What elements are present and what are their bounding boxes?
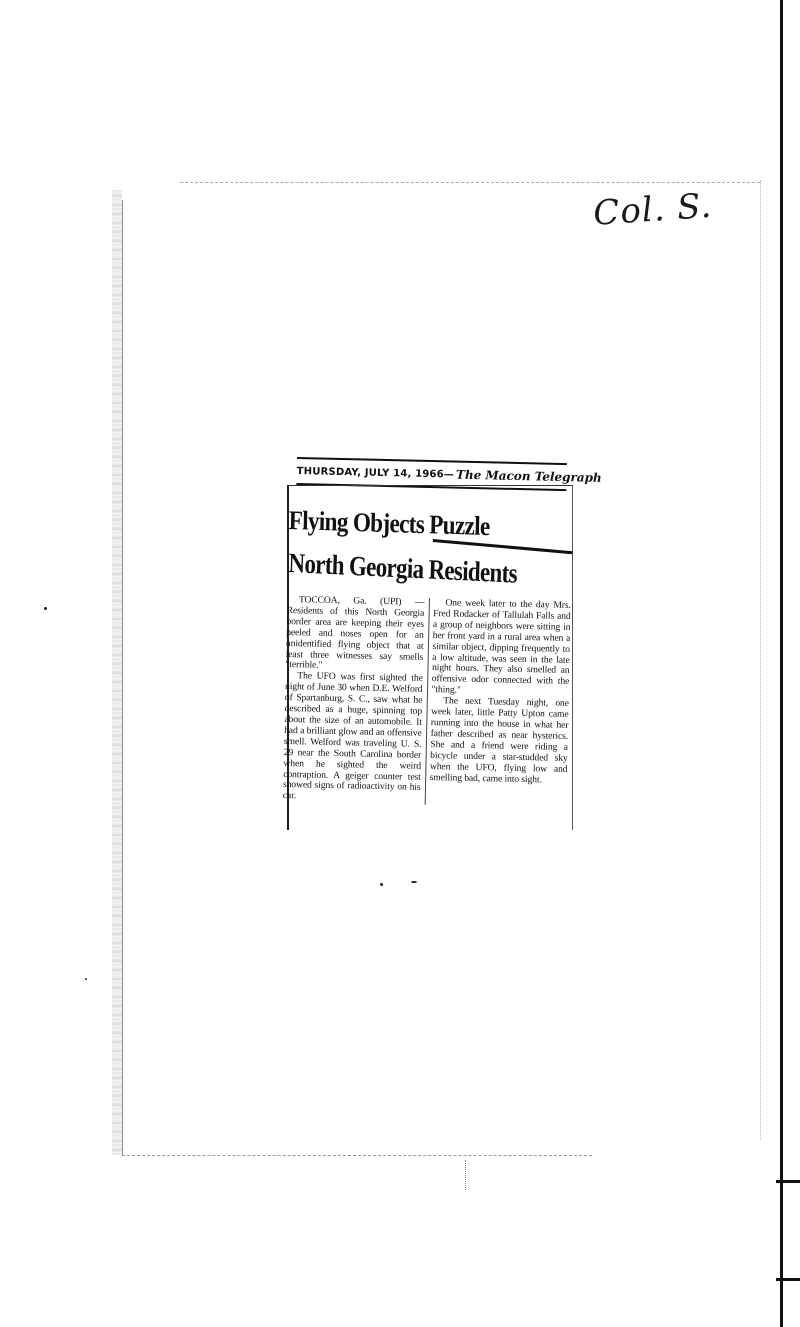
article-paragraph: The UFO was first sighted the night of June 30 when D.E. Welford of Spartanburg, S. C., saw what he described as a huge, spinning top about the size of an automobile. It had a brilliant glow and an offensive smell. Welford was traveling U. S. 29 near the South Carolina border when he sighted the weird contraption. A geiger counter test showed signs of radioactivity on his car. [282,670,423,802]
newspaper-clipping [282,455,602,830]
page-top-border [180,182,760,184]
article-paragraph: The next Tuesday night, one week later, little Patty Upton came running into the house in what her father described as near hysterics. She and a friend were riding a bicycle under a star-studded sky when the UFO, flying low and smelling bad, came into sight. [429,695,569,785]
headline-line-1: Flying Objects Puzzle [288,505,490,542]
article-column-right [429,598,571,808]
scan-speck [380,883,383,886]
column-divider [424,598,429,805]
page-bottom-border [122,1155,592,1157]
headline-line-2: North Georgia Residents [288,548,518,590]
article-paragraph: TOCCOA, Ga. (UPI) — Residents of this North Georgia border area are keeping their eyes peeled and noses open for an unidentified flying object that at least three witnesses say smells "terrible." [285,594,425,672]
article-column-left [283,595,425,805]
handwritten-note: Col. S. [592,185,714,234]
scan-right-edge [780,0,800,1327]
scan-speck [85,978,87,980]
scan-edge-mark [776,1180,800,1183]
scan-left-edge [112,190,122,1155]
article-paragraph: One week later to the day Mrs. Fred Rodacker of Tallulah Falls and a group of neighbors were sitting in her front yard in a rural area when a similar object, dipping frequently to a low altitude, was seen in the late night hours. They also smelled an offensive odor connected with the "thing." [431,597,571,696]
scan-speck [44,607,47,610]
article-body [283,595,571,808]
scan-speck [411,881,417,883]
scan-smudge [465,1160,472,1190]
page-right-border [760,180,762,1140]
scan-edge-mark [776,1278,800,1281]
newspaper-name: The Macon Telegraph [455,467,602,485]
dateline-date: THURSDAY, JULY 14, 1966— [296,465,455,481]
page-left-border [122,200,123,1155]
